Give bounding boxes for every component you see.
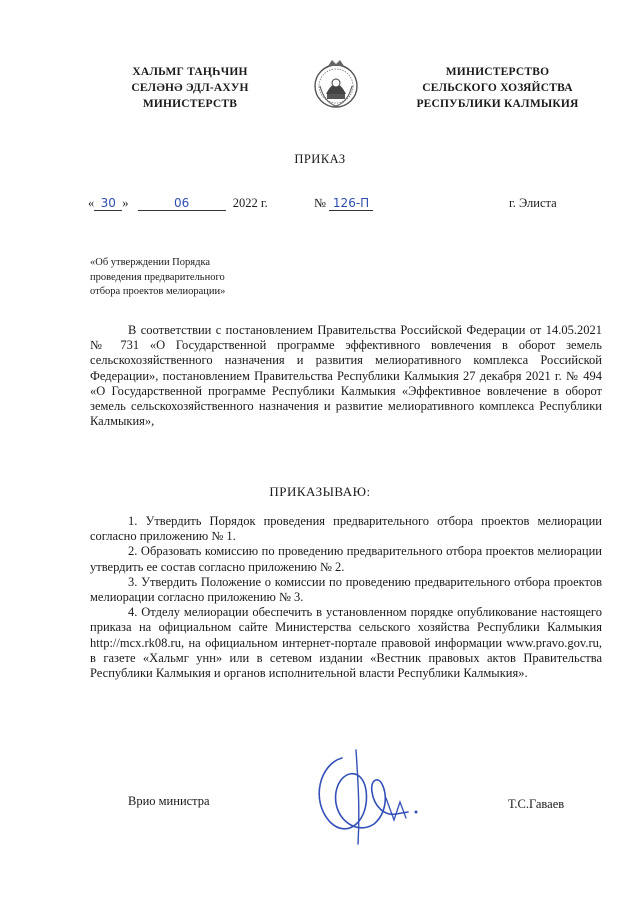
header-kalmyk-line: МИНИСТЕРСТВ <box>142 98 238 110</box>
header-kalmyk-line: ХАЛЬМГ ТАҢҺЧИН <box>132 66 248 78</box>
order-city: г. Элиста <box>509 196 557 210</box>
preamble <box>90 323 602 429</box>
subject-line: «Об утверждении Порядка <box>90 257 211 268</box>
order-item-3: 3. Утвердить Положение о комиссии по проведению предварительного отбора проектов мелиорации согласно приложению № 3. <box>90 574 602 605</box>
order-item-1: 1. Утвердить Порядок проведения предварительного отбора проектов мелиорации согласно приложению № 1. <box>90 514 602 544</box>
preamble-paragraph: В соответствии с постановлением Правительства Российской Федерации от 14.05.2021 № 731 «О Государственной программе эффективного вовлечения в оборот земель сельскохозяйственного назначения и развития мелиоративного комплекса Российской Федерации», постановлением Правительства Республики Калмыкия 27 декабря 2021 г. № 494 «О Государственной программе Республики Калмыкия «Эффективное вовлечение в оборот земель сельскохозяйственного назначения и развитие мелиоративного комплекса Республики Калмыкия», <box>90 323 602 429</box>
subject-line: проведения предварительного <box>90 271 225 283</box>
signer-position: Врио министра <box>128 794 210 808</box>
order-number-value: 126-П <box>332 196 370 210</box>
order-item-2: 2. Образовать комиссию по проведению предварительного отбора проектов мелиорации утвердить ее состав согласно приложению № 2. <box>90 544 602 574</box>
order-item-4: 4. Отделу мелиорации обеспечить в установленном порядке опубликование настоящего приказа на официальном сайте Министерства сельского хозяйства Республики Калмыкия http://mcx.rk08.ru, на официальном интернет-портале правовой информации www.pravo.gov.ru, в газете «Хальмг унн» или в сетевом издании «Вестник правовых актов Правительства Республики Калмыкия и органов исполнительной власти Республики Калмыкия». <box>90 605 602 681</box>
header-kalmyk <box>110 64 270 112</box>
order-number-label: № <box>314 196 326 210</box>
date-year: 2022 г. <box>232 196 268 210</box>
header-kalmyk-line: СЕЛӘНӘ ЭДЛ-АХУН <box>131 82 249 94</box>
order-number-field <box>329 197 373 211</box>
order-date <box>88 196 268 211</box>
order-title: ПРИКАЗ <box>294 152 346 166</box>
handwritten-signature <box>300 740 430 850</box>
order-items <box>90 514 602 681</box>
subject-line: отбора проектов мелиорации» <box>90 286 226 297</box>
signer-name: Т.С.Гаваев <box>508 797 565 811</box>
date-month-field <box>138 197 226 211</box>
date-month: 06 <box>173 196 190 210</box>
header-russian-line: СЕЛЬСКОГО ХОЗЯЙСТВА <box>422 82 573 94</box>
order-number <box>314 196 373 211</box>
date-day: 30 <box>100 196 116 210</box>
order-subject <box>90 256 290 300</box>
coat-of-arms-icon <box>312 56 360 112</box>
date-quote-close: » <box>122 196 129 210</box>
header-russian-line: РЕСПУБЛИКИ КАЛМЫКИЯ <box>416 98 579 110</box>
date-quote-open: « <box>88 196 95 210</box>
directive-heading: ПРИКАЗЫВАЮ: <box>269 484 371 499</box>
header-russian <box>395 64 600 112</box>
date-day-field <box>94 197 122 211</box>
header-russian-line: МИНИСТЕРСТВО <box>445 66 550 78</box>
